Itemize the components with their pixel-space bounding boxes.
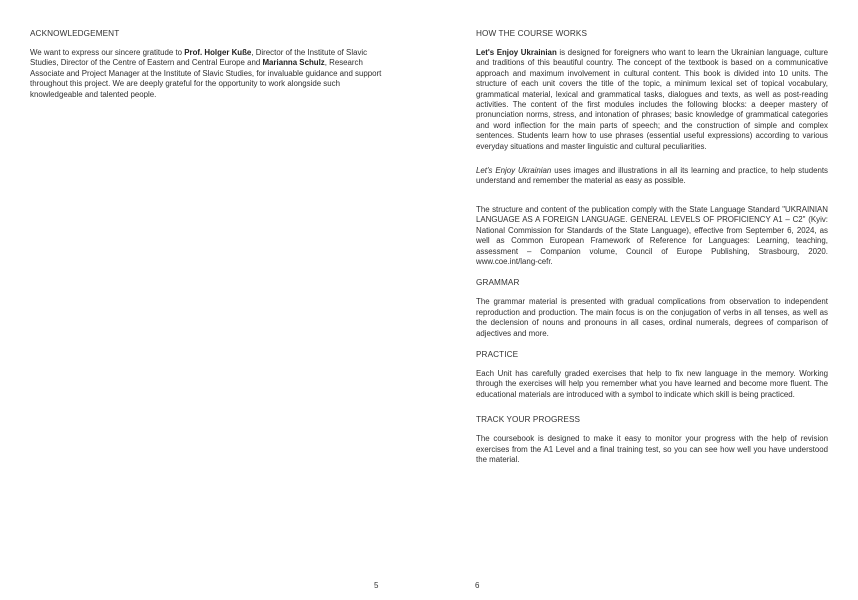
standard-paragraph: The structure and content of the publication comply with the State Language Standard "UKRAINIAN LANGUAGE AS A FOREIGN LANGUAGE. GENERAL LEVELS OF PROFICIENCY A1 – C2" (Kyiv: National Commission for Standards of the State Language), effective from September 6, 2024, as well as Common European Framework of Reference for Languages: Learning, teaching, assessment – Companion volume, Council of Europe Publishing, Strasbourg, 2020. www.coe.int/lang-cefr.	[476, 204, 828, 266]
right-page	[429, 0, 858, 600]
page-number-right: 6	[475, 581, 480, 590]
course-works-heading: HOW THE COURSE WORKS	[476, 29, 588, 38]
intro-paragraph: Let's Enjoy Ukrainian is designed for foreigners who want to learn the Ukrainian language, culture and traditions of this beautiful country. The concept of the textbook is based on a communicative approach and maximum involvement in cultural content. This book is divided into 10 units. The structure of each unit covers the title of the topic, a minimum lexical set of topical vocabulary, grammatical material, lexical and grammatical tasks, dialogues and texts, as well as post-reading activities. The content of the first modules includes the following blocks: a deeper mastery of pronunciation norms, stress, and intonation of phrases; basic knowledge of grammatical categories and word inflection for the main parts of speech; and the construction of simple and complex sentences. Students learn how to use phrases (essential useful expressions) according to various everyday situations and master linguistic and cultural peculiarities.	[476, 48, 828, 151]
progress-heading: TRACK YOUR PROGRESS	[476, 415, 581, 425]
page-number-left: 5	[374, 581, 379, 590]
book-title-italic: Let's Enjoy Ukrainian	[476, 166, 552, 176]
name-holger-kusse: Prof. Holger Kuße	[184, 48, 252, 57]
book-title-bold: Let's Enjoy Ukrainian	[476, 48, 557, 57]
progress-paragraph: The coursebook is designed to make it easy to monitor your progress with the help of revision exercises from the A1 Level and a final training test, so you can see how well you have understood the material.	[476, 434, 828, 464]
practice-paragraph: Each Unit has carefully graded exercises that help to fix new language in the memory. Working through the exercises will help you remember what you have learned and become more fluent. The educational materials are introduced with a symbol to indicate which skill is being practiced.	[476, 368, 828, 399]
left-page-content	[30, 28, 382, 100]
practice-heading: PRACTICE	[476, 349, 519, 359]
grammar-paragraph: The grammar material is presented with gradual complications from observation to independent reproduction and production. The main focus is on the conjugation of verbs in all tenses, as well as the declension of nouns and pronouns in all cases, ordinal numerals, degrees of comparison of adjectives and more.	[476, 297, 828, 338]
right-page-content	[476, 28, 828, 465]
grammar-heading: GRAMMAR	[476, 278, 520, 288]
acknowledgement-heading: ACKNOWLEDGEMENT	[30, 29, 120, 38]
name-marianna-schulz: Marianna Schulz	[262, 58, 325, 68]
acknowledgement-paragraph: We want to express our sincere gratitude to Prof. Holger Kuße, Director of the Institute of Slavic Studies, Director of the Centre of Eastern and Central Europe and Marianna Schulz, Research Associate and Project Manager at the Institute of Slavic Studies, for invaluable guidance and support throughout this project. We are deeply grateful for the opportunity to work alongside such knowledgeable and talented people.	[30, 48, 382, 99]
images-paragraph: Let's Enjoy Ukrainian uses images and illustrations in all its learning and practice, to help students understand and remember the material as easy as possible.	[476, 166, 829, 186]
